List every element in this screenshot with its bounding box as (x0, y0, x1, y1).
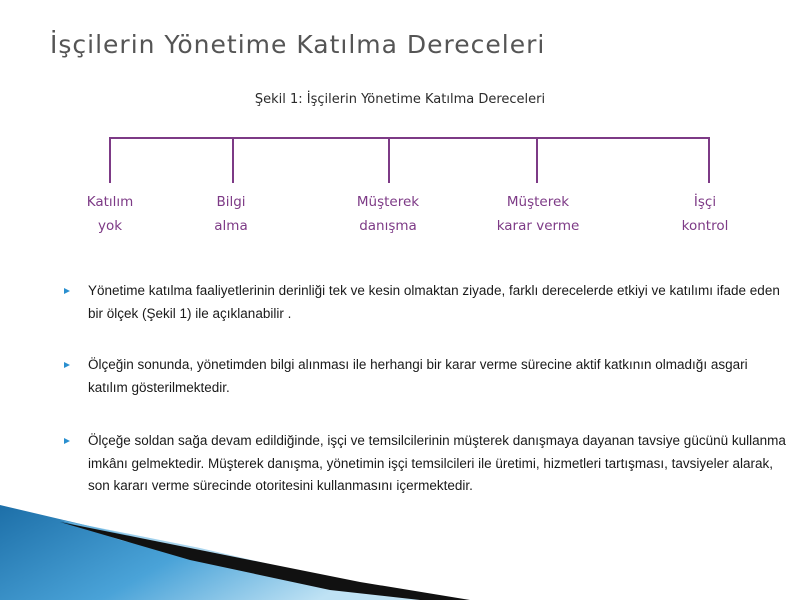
scale-level-line2: kontrol (681, 218, 729, 234)
bullet-text: Yönetime katılma faaliyetlerinin derinliği tek ve kesin olmaktan ziyade, farklı derecelerde etkiyi ve katılımı ifade eden bir ölçek (Şekil 1) ile açıklanabilir . (88, 283, 780, 321)
slide-title: İşçilerin Yönetime Katılma Dereceleri (50, 30, 546, 59)
scale-level-line1: Müşterek (506, 194, 570, 210)
scale-level-line1: Bilgi (216, 194, 246, 210)
bullet-text: Ölçeğin sonunda, yönetimden bilgi alınması ile herhangi bir karar verme sürecine aktif katkının olmadığı asgari katılım gösterilmektedir. (88, 357, 748, 395)
bullet-text: Ölçeğe soldan sağa devam edildiğinde, işçi ve temsilcilerinin müşterek danışmaya dayanan tavsiye gücünü kullanma imkânı gelmektedir. Müşterek danışma, yönetimin işçi temsilcileri ile üretimi, hizmetleri tartışması, tavsiyeler alarak, son kararı verme sürecinde otoritesini kullanmasını içermektedir. (88, 433, 786, 493)
figure-caption: Şekil 1: İşçilerin Yönetime Katılma Dereceleri (254, 92, 546, 107)
scale-level-line2: yok (97, 218, 123, 234)
scale-level-line1: İşçi (693, 194, 717, 210)
scale-level-line2: danışma (359, 218, 417, 234)
scale-level-line1: Müşterek (356, 194, 420, 210)
scale-level-line2: alma (214, 218, 248, 234)
scale-level-line1: Katılım (86, 194, 134, 210)
scale-level-line2: karar verme (496, 218, 580, 234)
